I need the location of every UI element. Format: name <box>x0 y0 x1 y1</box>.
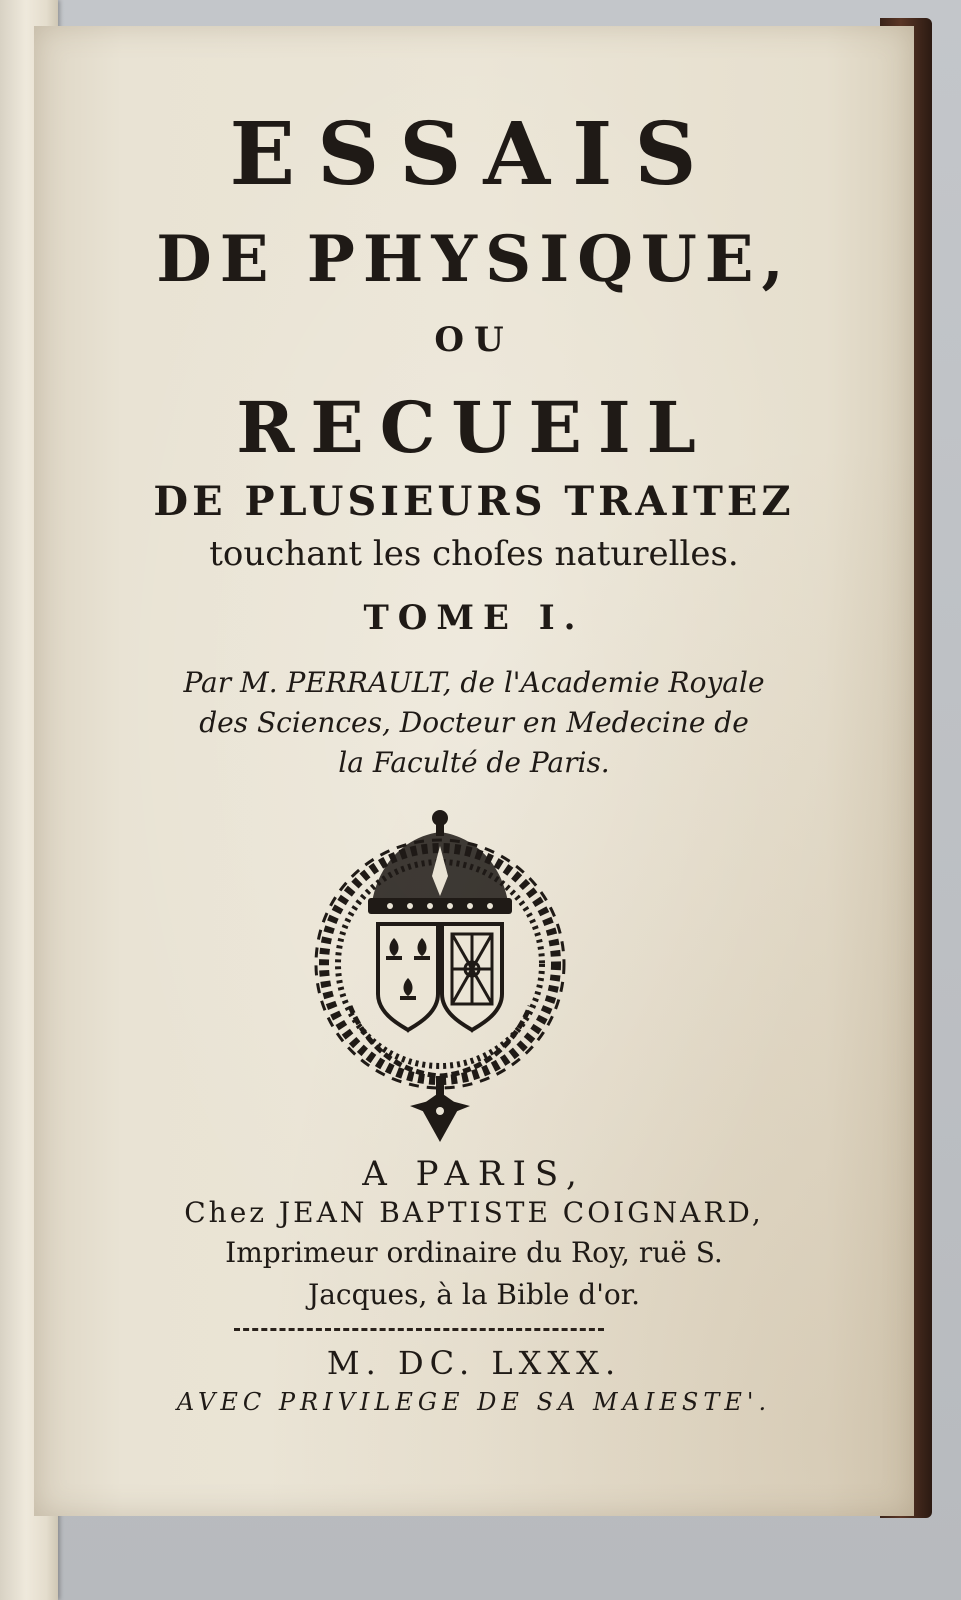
place-of-publication: A PARIS, <box>362 1154 586 1194</box>
title-recueil: RECUEIL <box>236 386 712 469</box>
author-line-2: des Sciences, Docteur en Medecine de <box>199 706 749 739</box>
author-line-1: Par M. PERRAULT, de l'Academie Royale <box>183 666 765 699</box>
title-essais: ESSAIS <box>229 104 719 205</box>
author-line-3: la Faculté de Paris. <box>338 746 610 779</box>
publisher-line-3: Jacques, à la Bible d'or. <box>307 1278 640 1311</box>
subtitle-plusieurs-traitez: DE PLUSIEURS TRAITEZ <box>153 478 795 525</box>
publisher-line-2: Imprimeur ordinaire du Roy, ruë S. <box>225 1236 723 1269</box>
decorative-rule <box>234 1328 604 1331</box>
publication-date: M. DC. LXXX. <box>326 1344 622 1382</box>
title-ou: OU <box>434 320 514 360</box>
subtitle-touchant: touchant les choſes naturelles. <box>209 534 739 574</box>
privilege-line: AVEC PRIVILEGE DE SA MAIESTE'. <box>176 1388 772 1416</box>
title-page <box>34 26 914 1516</box>
publisher-line-1: Chez JEAN BAPTISTE COIGNARD, <box>184 1196 764 1229</box>
royal-coat-of-arms-icon <box>310 806 570 1146</box>
volume-label: TOME I. <box>363 598 585 638</box>
title-de-physique: DE PHYSIQUE, <box>156 222 792 297</box>
